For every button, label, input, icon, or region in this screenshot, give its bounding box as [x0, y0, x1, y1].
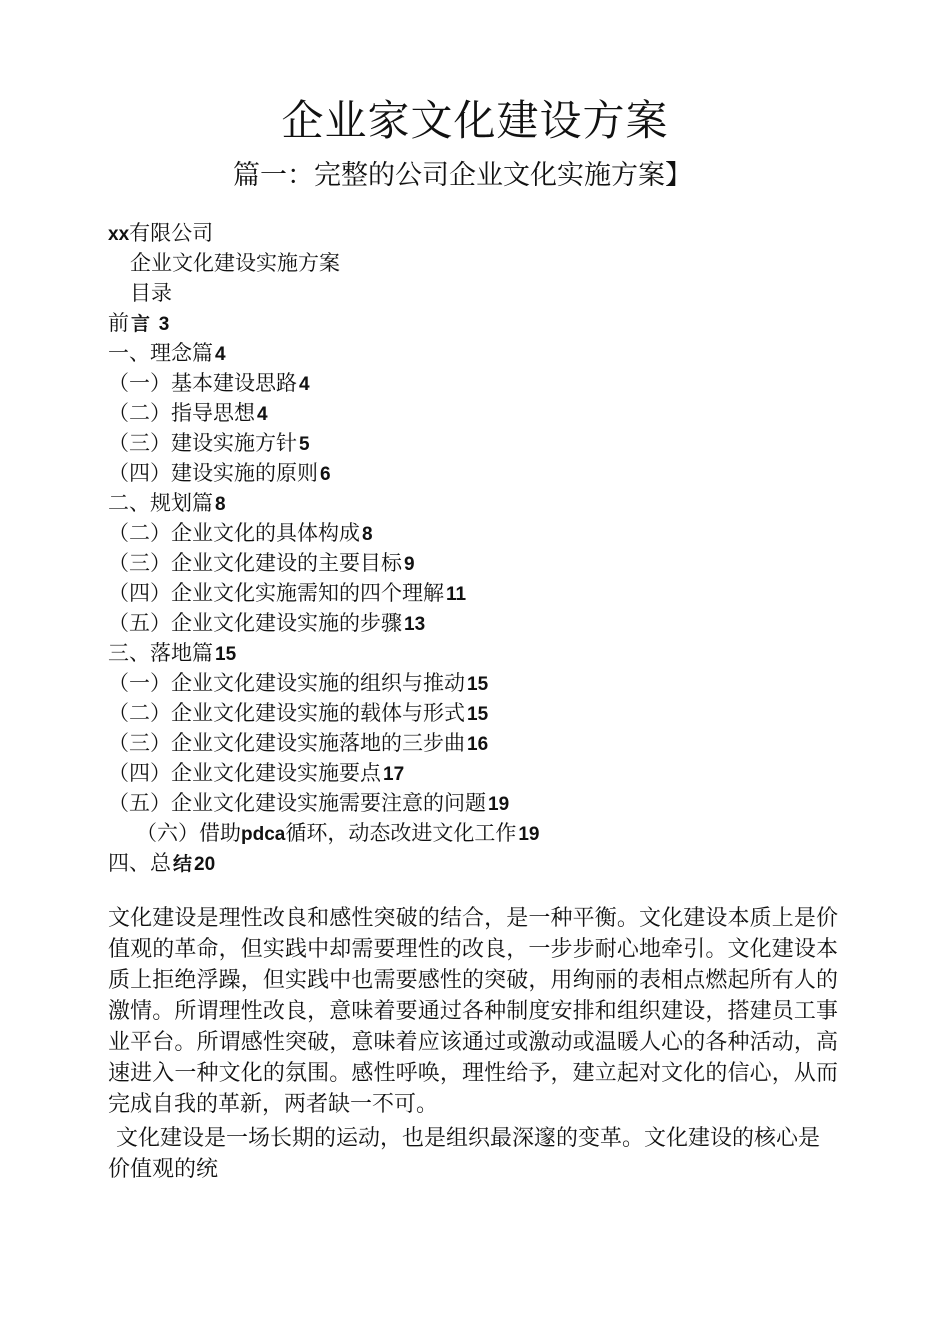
toc-entry-latin: pdca: [241, 824, 286, 845]
toc-entry: [108, 608, 848, 638]
toc-entry: [108, 458, 848, 488]
toc-entry-text: （二）企业文化的具体构成: [108, 521, 360, 545]
toc-entry-bold-text: 结: [173, 854, 193, 875]
toc-entry-text: 一、理念篇: [108, 341, 213, 365]
toc-entry-page: 20: [194, 854, 216, 875]
toc-entry: [108, 638, 848, 668]
toc-entry: [108, 668, 848, 698]
toc-entry-text: （五）企业文化建设实施需要注意的问题: [108, 791, 486, 815]
toc-entry-page: 9: [404, 554, 415, 575]
toc-entry-page: 4: [299, 374, 310, 395]
body-paragraph: 文化建设是一场长期的运动，也是组织最深邃的变革。文化建设的核心是价值观的统: [108, 1126, 821, 1182]
toc-entry: [108, 758, 848, 788]
toc-entry-text: 四、总: [108, 851, 171, 875]
toc-entry-text: （一）企业文化建设实施的组织与推动: [108, 671, 465, 695]
plan-title: 企业文化建设实施方案: [130, 251, 340, 275]
toc-entry-text: （一）基本建设思路: [108, 371, 297, 395]
toc-entry: [108, 518, 848, 548]
toc-entry-bold-text: 言: [131, 314, 151, 335]
body-paragraph: 文化建设是理性改良和感性突破的结合，是一种平衡。文化建设本质上是价值观的革命，但实践中却需要理性的改良，一步步耐心地牵引。文化建设本质上拒绝浮躁，但实践中也需要感性的突破，用绚丽的表相点燃起所有人的激情。所谓理性改良，意味着要通过各种制度安排和组织建设，搭建员工事业平台。所谓感性突破，意味着应该通过或激动或温暖人心的各种活动，高速进入一种文化的氛围。感性呼唤，理性给予，建立起对文化的信心，从而完成自我的革新，两者缺一不可。: [108, 906, 838, 1117]
toc-label: 目录: [130, 281, 172, 305]
toc-entry-text: （六）借助: [136, 821, 241, 845]
company-line: [108, 218, 848, 248]
toc-entry-text: （三）企业文化建设实施落地的三步曲: [108, 731, 465, 755]
toc-entry-text: （二）企业文化建设实施的载体与形式: [108, 701, 465, 725]
toc-entry-page: 19: [488, 794, 510, 815]
toc-entry-text: 循环，动态改进文化工作: [285, 821, 517, 845]
toc-entry-text: （四）建设实施的原则: [108, 461, 318, 485]
toc-entry: [108, 728, 848, 758]
toc-entry-text: 前: [108, 311, 129, 335]
toc-entry-page: 6: [320, 464, 331, 485]
toc-entry: [108, 818, 848, 848]
toc-entry: [108, 698, 848, 728]
toc-entry-page: 15: [467, 674, 489, 695]
toc-entry-page: 15: [467, 704, 489, 725]
toc-entry: [108, 788, 848, 818]
toc-entry: [108, 578, 848, 608]
toc-entry-text: （二）指导思想: [108, 401, 255, 425]
toc-entry-page: 5: [299, 434, 310, 455]
toc-entry: [108, 848, 848, 878]
toc-entry-text: （五）企业文化建设实施的步骤: [108, 611, 402, 635]
toc-entry-page: 11: [446, 584, 467, 605]
toc-entry: [108, 548, 848, 578]
toc-entry: [108, 338, 848, 368]
toc-entry-page: 17: [383, 764, 405, 785]
toc-entry-page: 4: [257, 404, 268, 425]
toc-entry: [108, 428, 848, 458]
toc-entry-page: 3: [158, 314, 170, 335]
toc-entry-page: 13: [404, 614, 426, 635]
toc-entry-page: 8: [362, 524, 373, 545]
toc-entry-text: （三）企业文化建设的主要目标: [108, 551, 402, 575]
company-name: 有限公司: [129, 221, 214, 245]
toc-entry-text: 三、落地篇: [108, 641, 213, 665]
toc-entry: [108, 398, 848, 428]
document-subtitle: 篇一：完整的公司企业文化实施方案】: [233, 160, 692, 191]
table-of-contents: [108, 218, 848, 878]
toc-entry-text: 二、规划篇: [108, 491, 213, 515]
toc-entry-page: 19: [518, 824, 540, 845]
toc-entry-text: （四）企业文化建设实施要点: [108, 761, 381, 785]
toc-entry-page: 8: [215, 494, 226, 515]
toc-entry: [108, 308, 848, 338]
toc-entry-page: 16: [467, 734, 489, 755]
toc-entry: [108, 368, 848, 398]
toc-entry: [108, 488, 848, 518]
toc-entry-text: （三）建设实施方针: [108, 431, 297, 455]
company-prefix: xx: [108, 224, 130, 245]
toc-entry-page: 15: [215, 644, 237, 665]
toc-entry-page: 4: [215, 344, 226, 365]
document-title: 企业家文化建设方案: [281, 96, 669, 145]
toc-entry-text: （四）企业文化实施需知的四个理解: [108, 581, 444, 605]
